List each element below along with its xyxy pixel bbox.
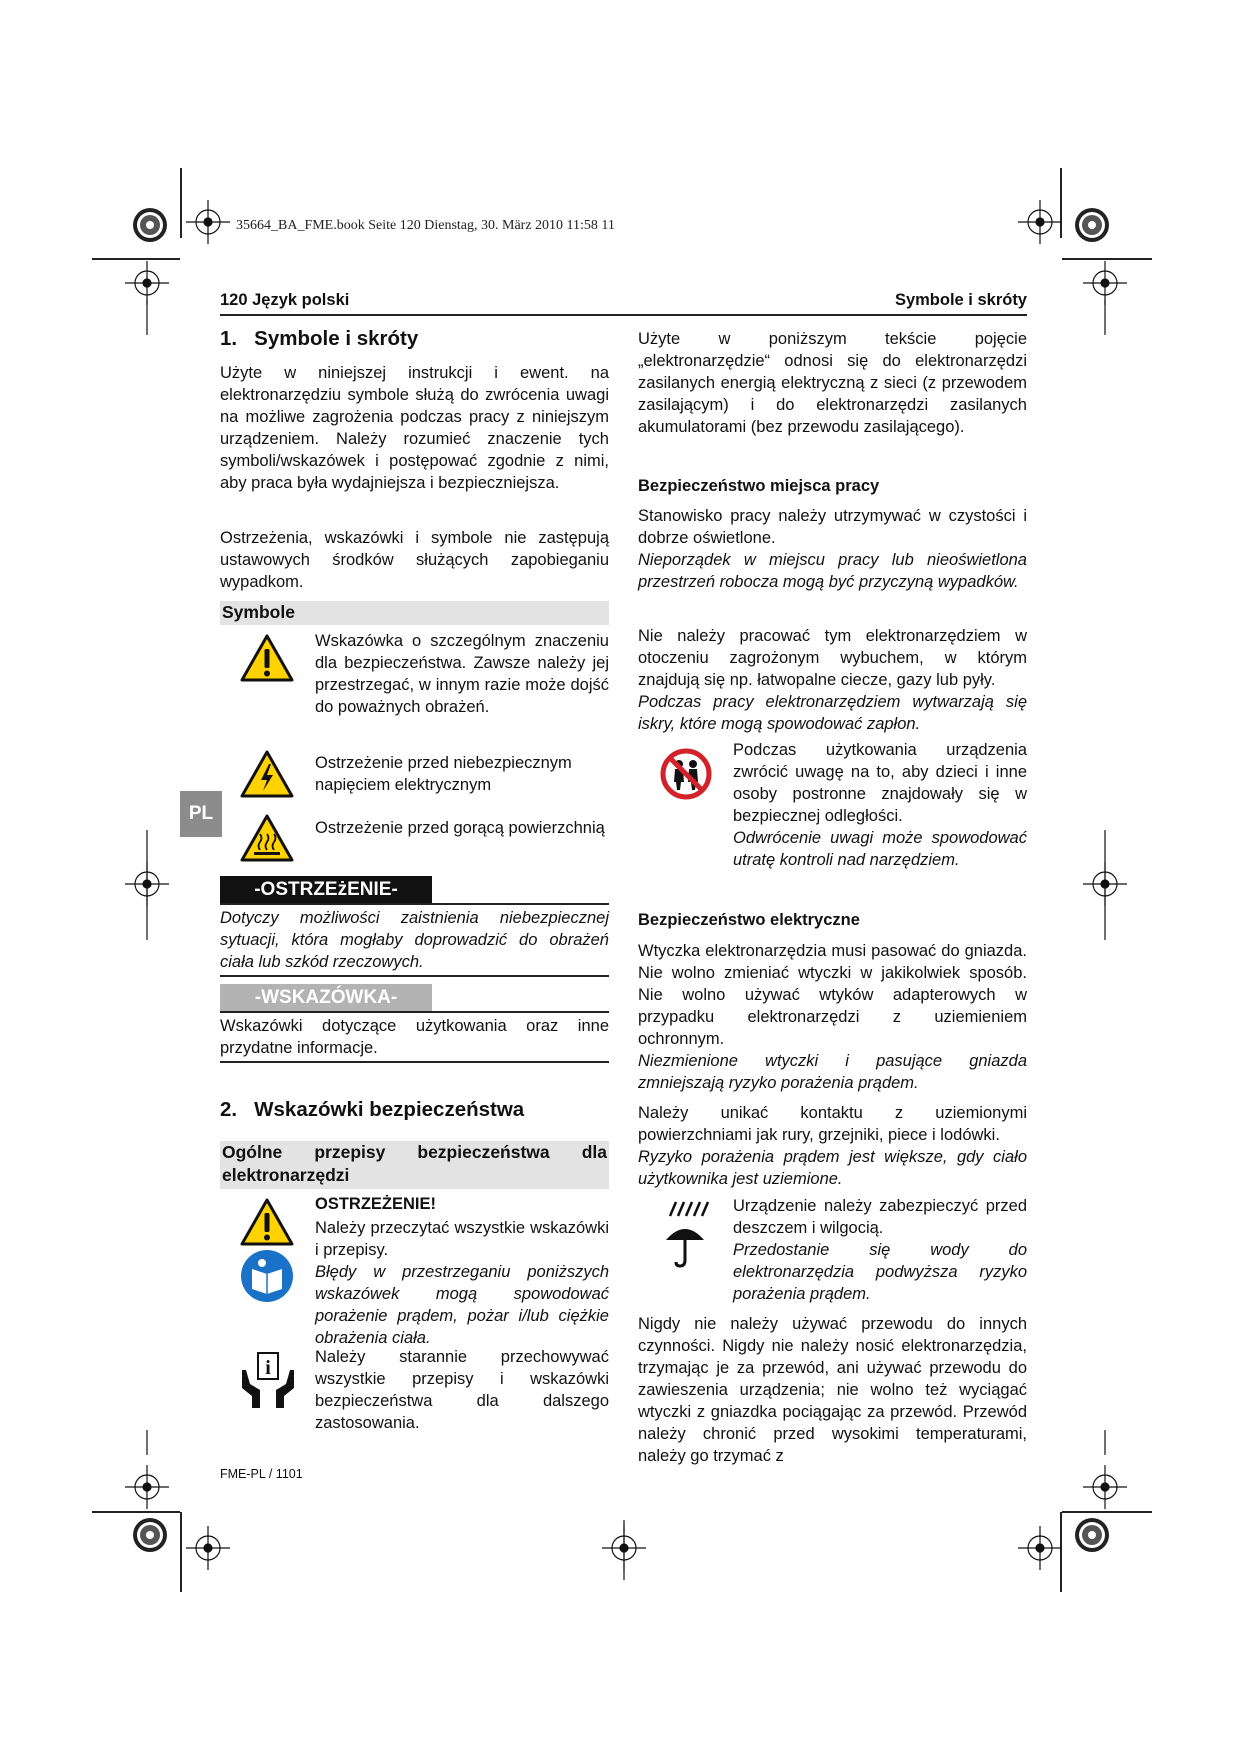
paragraph: Użyte w niniejszej instrukcji i ewent. na elektronarzędziu symbole służą do zwrócenia uwagi na możliwe zagrożenia podczas pracy z niniejszym urządzeniem. Należy rozumieć znaczenie tych symboli/wskazówek i postępować zgodnie z nimi, aby praca była wydajniejsza i bezpieczniejsza. bbox=[220, 364, 609, 492]
warning-rule bbox=[220, 975, 609, 977]
header-left: 120 Język polski bbox=[220, 291, 350, 309]
paragraph: Stanowisko pracy należy utrzymywać w czystości i dobrze oświetlone. bbox=[638, 507, 1027, 547]
note-rule bbox=[220, 1011, 609, 1013]
keep-instructions-icon bbox=[238, 1350, 298, 1410]
paragraph: Wtyczka elektronarzędzia musi pasować do gniazda. Nie wolno zmieniać wtyczki w jakikolwiek sposób. Nie wolno używać wtyków adapterowych w przypadku elektronarzędzi z uziemieniem ochronnym. bbox=[638, 942, 1027, 1048]
warning-consequence: Błędy w przestrzeganiu poniższych wskazówek mogą spowodować porażenie prądem, pożar i/lub ciężkie obrażenia ciała. bbox=[315, 1263, 609, 1347]
header-rule bbox=[220, 314, 1027, 316]
hot-surface-icon bbox=[240, 814, 294, 862]
header-right: Symbole i skróty bbox=[894, 291, 1027, 309]
paragraph-italic: Podczas pracy elektronarzędziem wytwarzają się iskry, które mogą spowodować zapłon. bbox=[638, 693, 1027, 733]
paragraph: Należy unikać kontaktu z uziemionymi powierzchniami jak rury, grzejniki, piece i lodówki. bbox=[638, 1104, 1027, 1144]
read-manual-icon bbox=[240, 1249, 294, 1303]
electrical-heading: Bezpieczeństwo elektryczne bbox=[638, 911, 860, 929]
workplace-heading: Bezpieczeństwo miejsca pracy bbox=[638, 477, 880, 495]
language-tab: PL bbox=[180, 791, 222, 837]
warning-text: Dotyczy możliwości zaistnienia niebezpiecznej sytuacji, która mogłaby doprowadzić do obrażeń ciała lub szkód rzeczowych. bbox=[220, 909, 609, 971]
footer-code: FME-PL / 1101 bbox=[220, 1467, 303, 1481]
warning-triangle-icon bbox=[240, 1198, 294, 1246]
paragraph-italic: Ryzyko porażenia prądem jest większe, gdy ciało użytkownika jest uziemione. bbox=[638, 1148, 1027, 1188]
note-text: Wskazówki dotyczące użytkowania oraz inne przydatne informacje. bbox=[220, 1017, 609, 1057]
note-rule bbox=[220, 1061, 609, 1063]
svg-text:i: i bbox=[265, 1357, 271, 1379]
paragraph: Ostrzeżenia, wskazówki i symbole nie zastępują ustawowych środków służących zapobieganiu wypadkom. bbox=[220, 529, 609, 591]
paragraph-italic: Niezmienione wtyczki i pasujące gniazda zmniejszają ryzyko porażenia prądem. bbox=[638, 1052, 1027, 1092]
paragraph: Użyte w poniższym tekście pojęcie „elektronarzędzie“ odnosi się do elektronarzędzi zasilanych energią elektryczną z sieci (z przewodem zasilającym) i do elektronarzędzi zasilanych akumulatorami (bez przewodu zasilającego). bbox=[638, 330, 1027, 436]
protect-from-rain-icon bbox=[660, 1200, 710, 1270]
general-rules-heading: Ogólne przepisy bezpieczeństwa dla elektronarzędzi bbox=[220, 1141, 609, 1189]
symbol-description: Ostrzeżenie przed niebezpiecznym napięciem elektrycznym bbox=[315, 754, 572, 794]
warning-triangle-icon bbox=[240, 634, 294, 682]
symbols-heading: Symbole bbox=[220, 601, 609, 625]
warning-tag: -OSTRZEżENIE- bbox=[220, 876, 432, 903]
book-line: 35664_BA_FME.book Seite 120 Dienstag, 30. März 2010 11:58 11 bbox=[236, 218, 615, 233]
paragraph: Nigdy nie należy używać przewodu do innych czynności. Nigdy nie należy nosić elektronarzędzia, trzymając je za przewód, ani używać przewodu do zawieszenia urządzenia; nie wolno też wyciągać wtyczki z gniazdka pociągając za przewód. Przewód należy chronić przed wysokimi temperaturami, należy go trzymać z bbox=[638, 1315, 1027, 1465]
paragraph: Podczas użytkowania urządzenia zwrócić uwagę na to, aby dzieci i inne osoby postronne znajdowały się w bezpiecznej odległości. bbox=[733, 741, 1027, 825]
paragraph: Urządzenie należy zabezpieczyć przed deszczem i wilgocią. bbox=[733, 1197, 1027, 1237]
warning-title: OSTRZEŻENIE! bbox=[315, 1195, 437, 1213]
symbol-description: Ostrzeżenie przed gorącą powierzchnią bbox=[315, 819, 605, 837]
paragraph: Nie należy pracować tym elektronarzędziem w otoczeniu zagrożonym wybuchem, w którym znajdują się np. łatwopalne ciecze, gazy lub pyły. bbox=[638, 627, 1027, 689]
paragraph-italic: Odwrócenie uwagi może spowodować utratę kontroli nad narzędziem. bbox=[733, 829, 1027, 869]
high-voltage-icon bbox=[240, 750, 294, 798]
warning-instruction: Należy przeczytać wszystkie wskazówki i przepisy. bbox=[315, 1219, 609, 1259]
symbol-description: Wskazówka o szczególnym znaczeniu dla bezpieczeństwa. Zawsze należy jej przestrzegać, w innym razie może dojść do poważnych obrażeń. bbox=[315, 632, 609, 716]
paragraph-italic: Nieporządek w miejscu pracy lub nieoświetlona przestrzeń robocza mogą być przyczyną wypadków. bbox=[638, 551, 1027, 591]
paragraph-italic: Przedostanie się wody do elektronarzędzia podwyższa ryzyko porażenia prądem. bbox=[733, 1241, 1027, 1303]
section-2-title: 2. Wskazówki bezpieczeństwa bbox=[220, 1098, 525, 1121]
note-tag: -WSKAZÓWKA- bbox=[220, 984, 432, 1011]
section-1-title: 1. Symbole i skróty bbox=[220, 327, 419, 350]
keep-instructions-text: Należy starannie przechowywać wszystkie przepisy i wskazówki bezpieczeństwa dla dalszego zastosowania. bbox=[315, 1348, 609, 1432]
warning-rule bbox=[220, 903, 609, 905]
no-children-icon bbox=[660, 748, 712, 800]
